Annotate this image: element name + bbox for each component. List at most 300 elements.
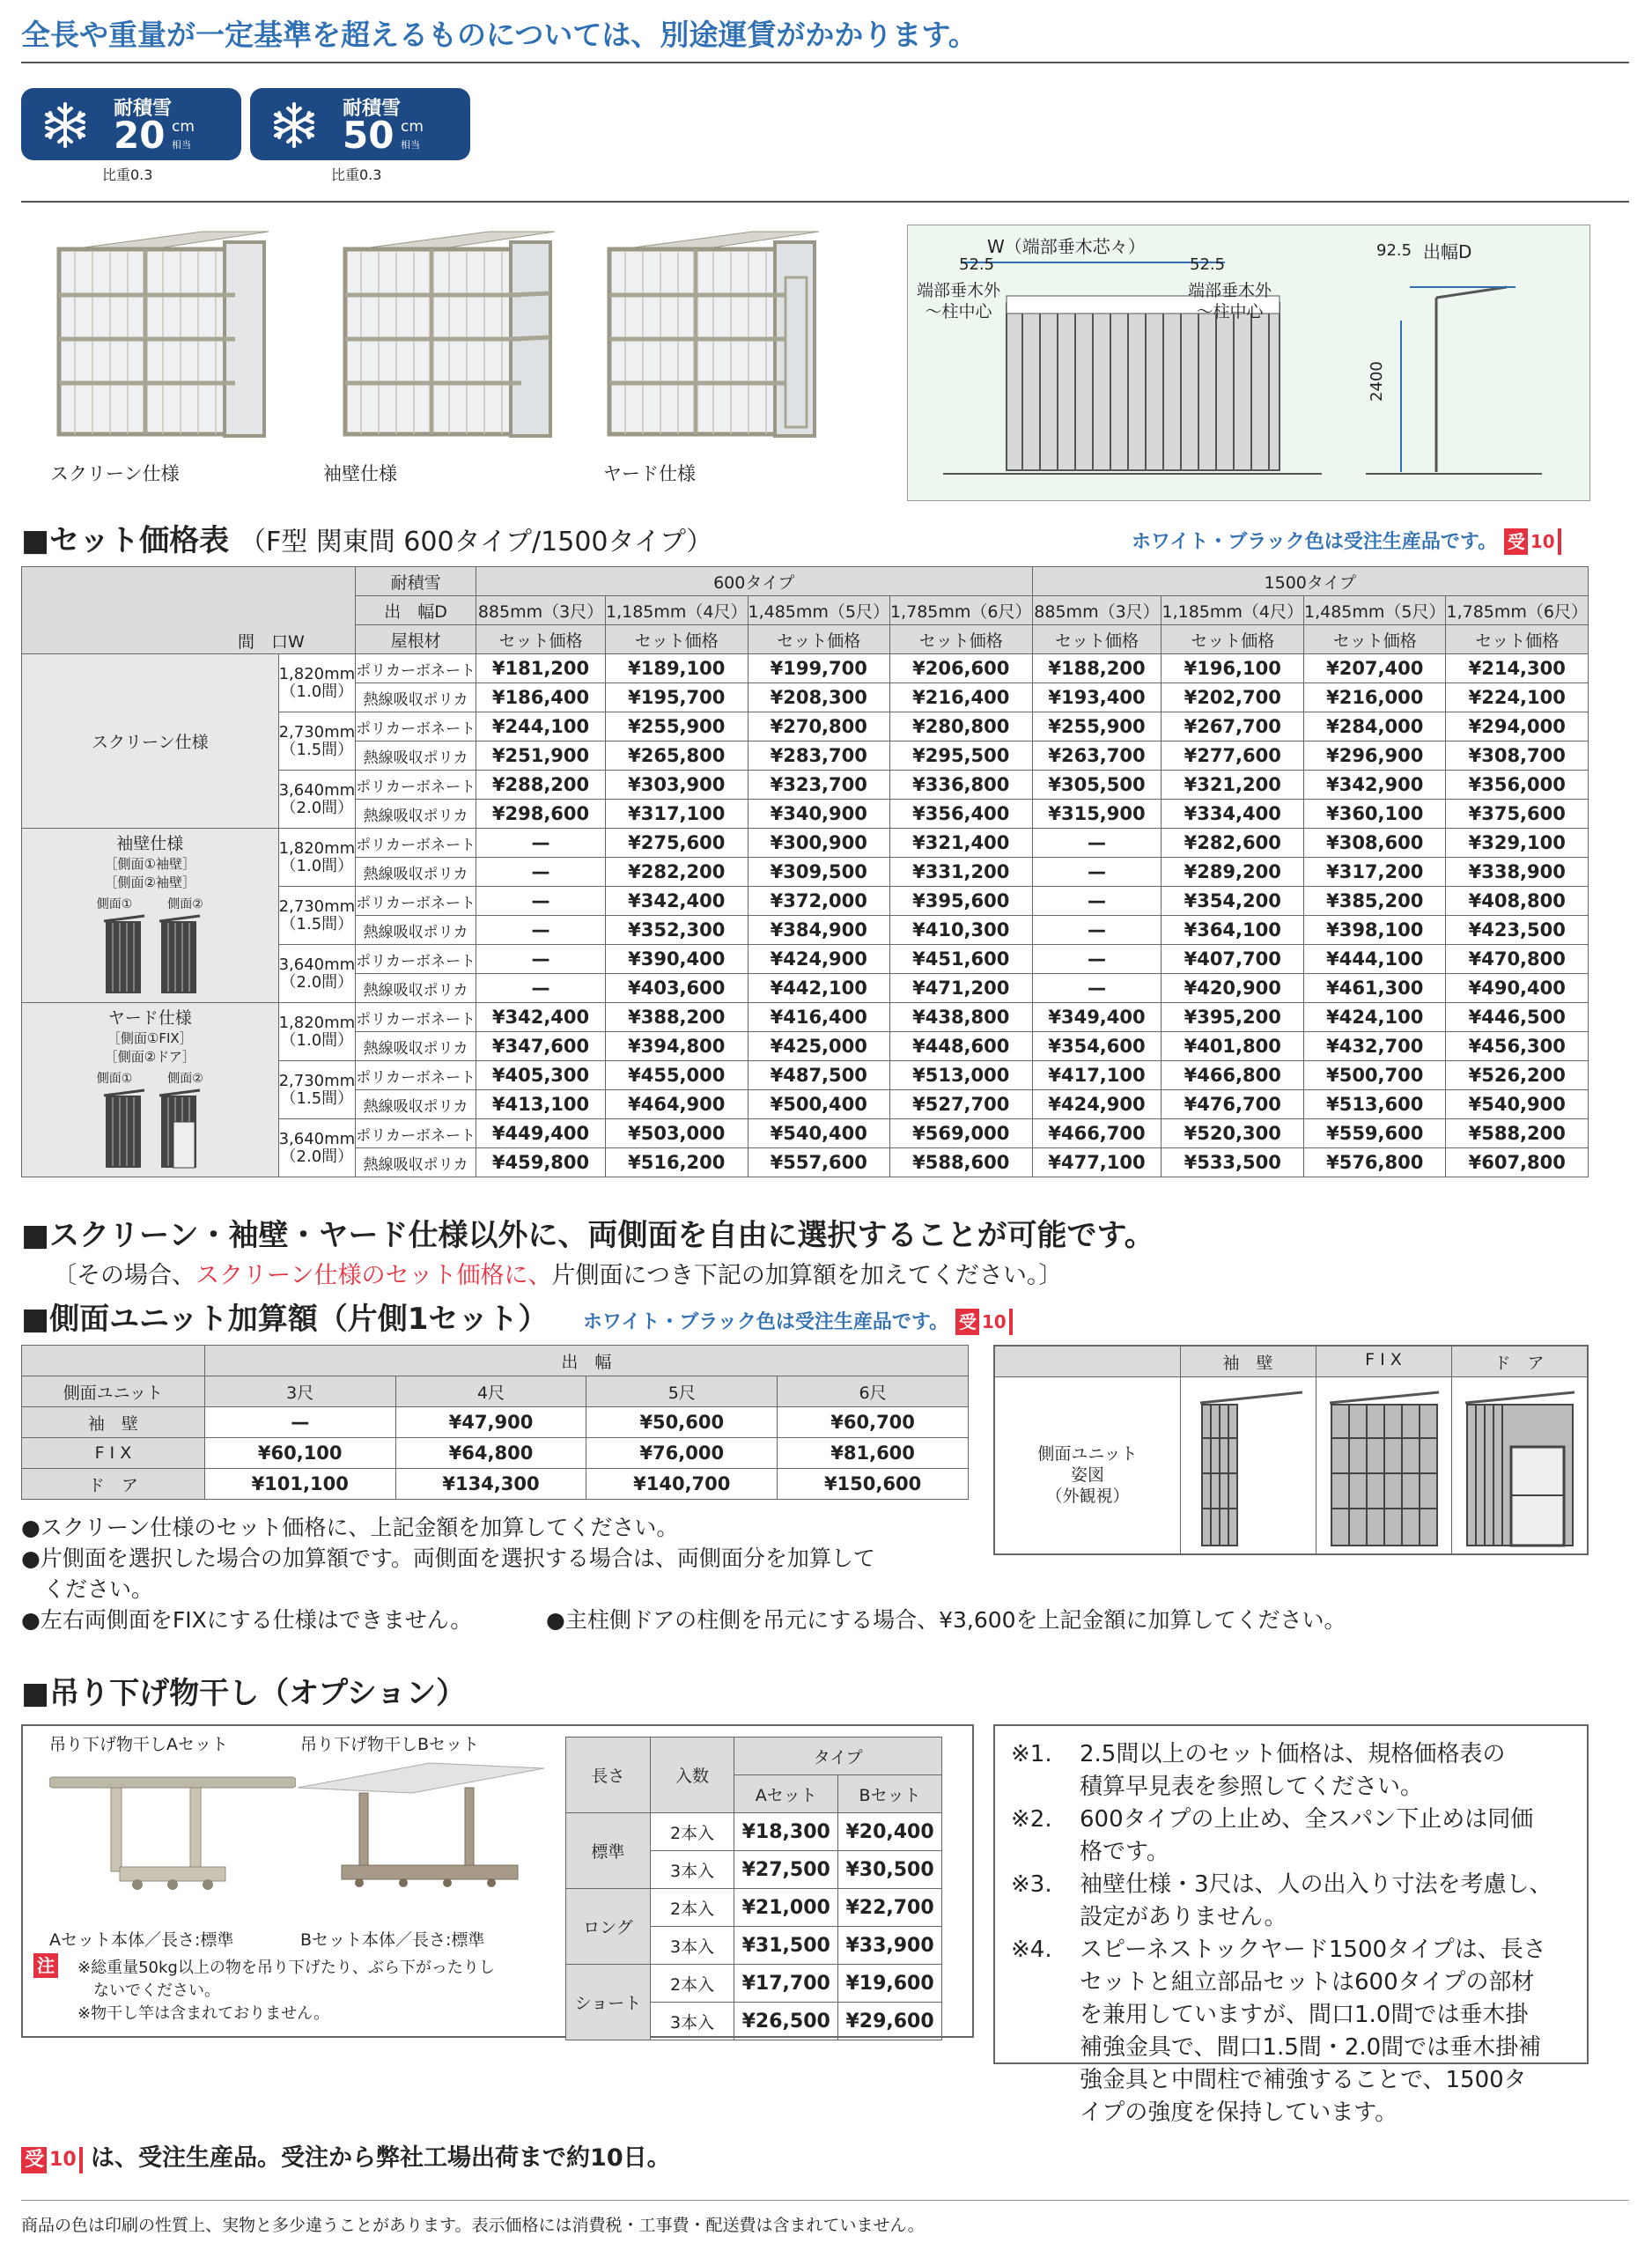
price-cell: ¥288,200 [476,771,606,800]
wing-wall-spec-image [335,225,555,445]
made-to-order-badge: 受 10 [1504,528,1561,555]
header-snow: 耐積雪 [356,567,476,596]
table-row [22,1438,969,1469]
price-cell: ¥442,100 [748,974,890,1003]
roof-material: ポリカーボネート [356,829,476,858]
header-depth: 出 幅 [204,1346,968,1376]
price-cell: ¥255,900 [1032,712,1162,742]
roof-material: ポリカーボネート [356,712,476,742]
price-cell: ¥466,800 [1162,1061,1304,1090]
price-cell: ¥559,600 [1303,1119,1446,1148]
notes-box [993,1724,1589,2126]
price-cell: ¥448,600 [890,1032,1033,1061]
price-cell: ¥282,200 [606,858,749,887]
price-cell: ¥329,100 [1446,829,1589,858]
price-cell: ¥255,900 [606,712,749,742]
roof-material: ポリカーボネート [356,1003,476,1032]
price-cell: ¥410,300 [890,916,1033,945]
option-box: 吊り下げ物干しAセット 吊り下げ物干しBセット Aセット本体／長さ:標準 Bセット本体／長さ:標準 注 ※総重量50kg以上の物を吊り下げたり、ぶら下がったりし ないでください。 ※物干し竿は含まれておりません。 [21,1724,974,2038]
price-cell: ¥81,600 [778,1438,969,1469]
width-cell: 3,640mm （2.0間） [278,945,356,1003]
price-cell: ¥417,100 [1032,1061,1162,1090]
price-cell: ¥407,700 [1162,945,1304,974]
price-cell: ¥360,100 [1303,800,1446,829]
price-cell: ¥21,000 [734,1889,838,1927]
note-item: ※1. 2.5間以上のセット価格は、規格価格表の 積算早見表を参照してください。 [1011,1741,1506,1800]
price-cell: ¥317,200 [1303,858,1446,887]
header-set-price: セット価格 [1162,625,1304,654]
header-depth-col: 1,785mm（6尺） [1446,596,1589,625]
shipping-note: 全長や重量が一定基準を超えるものについては、別途運賃がかかります。 [21,18,977,52]
price-cell: ¥403,600 [606,974,749,1003]
price-cell: ¥251,900 [476,742,606,771]
set-price-title: ■セット価格表 （F型 関東間 600タイプ/1500タイプ） [21,523,713,558]
price-cell: ¥459,800 [476,1148,606,1177]
price-cell: ¥540,400 [748,1119,890,1148]
header-qty: 入数 [650,1738,734,1813]
price-cell: ¥401,800 [1162,1032,1304,1061]
price-cell: ¥607,800 [1446,1148,1589,1177]
price-cell: ¥413,100 [476,1090,606,1119]
price-cell: ¥336,800 [890,771,1033,800]
roof-material: ポリカーボネート [356,771,476,800]
price-cell: ¥455,000 [606,1061,749,1090]
price-cell: — [476,887,606,916]
snow-load-badge-20: 耐積雪 20 cm 相当 [21,88,241,160]
side-unit-table [21,1345,969,1500]
table-row [22,654,1589,683]
price-cell: ¥140,700 [586,1469,778,1500]
qty-cell: 2本入 [650,1813,734,1851]
price-cell: ¥206,600 [890,654,1033,683]
made-to-order-badge: 受 10 [955,1309,1013,1335]
qty-cell: 2本入 [650,1965,734,2003]
header-set-price: セット価格 [606,625,749,654]
header-a-set: Aセット [734,1775,838,1813]
price-cell: — [476,974,606,1003]
price-cell: ¥356,400 [890,800,1033,829]
price-cell: — [476,945,606,974]
snowflake-icon [41,100,90,150]
price-cell: ¥513,600 [1303,1090,1446,1119]
price-cell: ¥294,000 [1446,712,1589,742]
price-cell: ¥284,000 [1303,712,1446,742]
price-cell: ¥277,600 [1162,742,1304,771]
price-cell: ¥101,100 [204,1469,395,1500]
price-cell: ¥461,300 [1303,974,1446,1003]
door-figure [1458,1385,1582,1548]
price-cell: ¥22,700 [838,1889,942,1927]
price-cell: ¥334,400 [1162,800,1304,829]
price-cell: ¥354,600 [1032,1032,1162,1061]
price-cell: ¥356,000 [1446,771,1589,800]
price-cell: ¥540,900 [1446,1090,1589,1119]
price-cell: — [1032,974,1162,1003]
price-cell: ¥424,100 [1303,1003,1446,1032]
price-cell: ¥214,300 [1446,654,1589,683]
price-cell: ¥408,800 [1446,887,1589,916]
price-cell: ¥444,100 [1303,945,1446,974]
price-cell: ¥424,900 [1032,1090,1162,1119]
price-cell: ¥476,700 [1162,1090,1304,1119]
price-cell: ¥395,600 [890,887,1033,916]
width-cell: 2,730mm （1.5間） [278,1061,356,1119]
header-depth-col: 1,185mm（4尺） [606,596,749,625]
roof-material: 熱線吸収ポリカ [356,1090,476,1119]
width-cell: 1,820mm （1.0間） [278,1003,356,1061]
price-cell: ¥76,000 [586,1438,778,1469]
price-cell: ¥309,500 [748,858,890,887]
width-cell: 2,730mm （1.5間） [278,712,356,771]
price-cell: ¥300,900 [748,829,890,858]
price-cell: ¥265,800 [606,742,749,771]
table-row [22,1003,1589,1032]
roof-material: 熱線吸収ポリカ [356,1148,476,1177]
price-cell: ¥342,400 [606,887,749,916]
price-cell: ¥456,300 [1446,1032,1589,1061]
price-cell: ¥342,400 [476,1003,606,1032]
price-cell: ¥216,000 [1303,683,1446,712]
made-to-order-note: ホワイト・ブラック色は受注生産品です。 受 10 [1132,527,1561,555]
price-cell: ¥280,800 [890,712,1033,742]
price-cell: ¥432,700 [1303,1032,1446,1061]
wing-wall-figure [1193,1385,1308,1548]
header-length: 長さ [566,1738,651,1813]
spec-group-label: ヤード仕様 ［側面①FIX］ ［側面②ドア］ 側面① 側面② [22,1003,279,1177]
roof-material: 熱線吸収ポリカ [356,683,476,712]
price-cell: ¥526,200 [1446,1061,1589,1090]
spec-side-figure [84,1087,216,1170]
divider [21,2200,1629,2201]
header-depth-col: 1,785mm（6尺） [890,596,1033,625]
price-cell: ¥576,800 [1303,1148,1446,1177]
price-cell: ¥30,500 [838,1851,942,1889]
price-cell: ¥331,200 [890,858,1033,887]
price-cell: ¥181,200 [476,654,606,683]
price-cell: ¥19,600 [838,1965,942,2003]
price-cell: ¥50,600 [586,1407,778,1438]
header-set-price: セット価格 [1032,625,1162,654]
price-cell: ¥196,100 [1162,654,1304,683]
price-cell: ¥423,500 [1446,916,1589,945]
price-cell: ¥317,100 [606,800,749,829]
yard-spec-image [599,225,819,445]
price-cell: ¥207,400 [1303,654,1446,683]
price-cell: ¥295,500 [890,742,1033,771]
price-cell: ¥487,500 [748,1061,890,1090]
price-cell: — [1032,916,1162,945]
price-cell: ¥263,700 [1032,742,1162,771]
price-cell: ¥557,600 [748,1148,890,1177]
header-set-price: セット価格 [890,625,1033,654]
width-cell: 3,640mm （2.0間） [278,1119,356,1177]
price-cell: ¥18,300 [734,1813,838,1851]
note-item: ※2. 600タイプの上止め、全スパン下止めは同価 格です。 [1011,1806,1534,1865]
side-unit-note: ●スクリーン仕様のセット価格に、上記金額を加算してください。 [21,1515,679,1540]
side-unit-figure: 袖 壁 F I X ド ア 側面ユニット 姿図 （外観視） [993,1345,1589,1555]
price-cell: ¥516,200 [606,1148,749,1177]
price-cell: ¥134,300 [395,1469,586,1500]
roof-material: 熱線吸収ポリカ [356,742,476,771]
price-cell: ¥424,900 [748,945,890,974]
price-cell: ¥449,400 [476,1119,606,1148]
price-cell: ¥425,000 [748,1032,890,1061]
price-cell: — [1032,829,1162,858]
divider [21,201,1629,203]
qty-cell: 3本入 [650,1927,734,1965]
price-cell: ¥202,700 [1162,683,1304,712]
price-cell: ¥267,700 [1162,712,1304,742]
price-cell: — [476,829,606,858]
price-cell: ¥186,400 [476,683,606,712]
price-cell: ¥385,200 [1303,887,1446,916]
price-cell: — [204,1407,395,1438]
price-cell: ¥323,700 [748,771,890,800]
price-cell: ¥29,600 [838,2003,942,2040]
option-price-table [565,1737,942,2040]
price-cell: ¥60,100 [204,1438,395,1469]
price-cell: ¥569,000 [890,1119,1033,1148]
roof-material: 熱線吸収ポリカ [356,1032,476,1061]
price-cell: ¥60,700 [778,1407,969,1438]
dimension-diagram: W（端部垂木芯々） 52.5 52.5 端部垂木外 〜柱中心 端部垂木外 〜柱中心 92.5 出幅D 2400 [907,225,1590,501]
caution-text: ※総重量50kg以上の物を吊り下げたり、ぶら下がったりし ないでください。 ※物干し竿は含まれておりません。 [77,1959,495,2023]
free-select-title: ■スクリーン・袖壁・ヤード仕様以外に、両側面を自由に選択することが可能です。 [21,1218,1154,1253]
price-cell: — [1032,858,1162,887]
roof-material: ポリカーボネート [356,654,476,683]
side-unit-note: ●左右両側面をFIXにする仕様はできません。 [21,1607,473,1633]
price-cell: ¥195,700 [606,683,749,712]
header-depth: 出 幅D [356,596,476,625]
header-type-600: 600タイプ [476,567,1032,596]
header-set-price: セット価格 [1303,625,1446,654]
price-cell: ¥500,400 [748,1090,890,1119]
table-row [566,1965,942,2003]
width-cell: 1,820mm （1.0間） [278,829,356,887]
free-select-subtitle: 〔その場合、スクリーン仕様のセット価格に、片側面につき下記の加算額を加えてください。〕 [53,1262,1063,1289]
fix-figure [1323,1385,1446,1548]
roof-material: 熱線吸収ポリカ [356,974,476,1003]
unit-name: F I X [22,1438,205,1469]
price-cell: ¥338,900 [1446,858,1589,887]
hanger-b-image [298,1761,544,1893]
price-cell: ¥375,600 [1446,800,1589,829]
price-cell: ¥189,100 [606,654,749,683]
header-type: タイプ [734,1738,942,1775]
price-cell: ¥20,400 [838,1813,942,1851]
roof-material: ポリカーボネート [356,1061,476,1090]
price-cell: ¥533,500 [1162,1148,1304,1177]
price-cell: ¥283,700 [748,742,890,771]
price-cell: ¥398,100 [1303,916,1446,945]
caution-mark: 注 [33,1953,58,1978]
price-cell: ¥315,900 [1032,800,1162,829]
width-cell: 3,640mm （2.0間） [278,771,356,829]
header-roof: 屋根材 [356,625,476,654]
price-cell: — [476,858,606,887]
spec-group-label: スクリーン仕様 [22,654,279,829]
price-cell: ¥416,400 [748,1003,890,1032]
price-cell: ¥420,900 [1162,974,1304,1003]
price-cell: ¥464,900 [606,1090,749,1119]
price-cell: ¥384,900 [748,916,890,945]
unit-name: ド ア [22,1469,205,1500]
price-cell: ¥405,300 [476,1061,606,1090]
price-cell: ¥342,900 [1303,771,1446,800]
unit-name: 袖 壁 [22,1407,205,1438]
price-cell: ¥451,600 [890,945,1033,974]
disclaimer: 商品の色は印刷の性質上、実物と多少違うことがあります。表示価格には消費税・工事費・配送費は含まれていません。 [21,2216,925,2235]
snow-load-badge-50: 耐積雪 50 cm 相当 [250,88,470,160]
header-depth-col: 1,185mm（4尺） [1162,596,1304,625]
price-cell: ¥372,000 [748,887,890,916]
screen-spec-image [48,225,269,445]
price-cell: ¥349,400 [1032,1003,1162,1032]
price-cell: ¥199,700 [748,654,890,683]
price-cell: ¥150,600 [778,1469,969,1500]
price-cell: ¥289,200 [1162,858,1304,887]
note-item: ※4. スピーネストックヤード1500タイプは、長さ セットと組立部品セットは600タイプの部材 を兼用していますが、間口1.0間では垂木掛 補強金具で、間口1.5間・2.0間では垂木掛補 強金具と中間柱で補強することで、1500タ イプの強度を保持しています。 [1011,1937,1546,2126]
length-cell: 標準 [566,1813,651,1889]
header-depth-col: 885mm（3尺） [476,596,606,625]
price-cell: ¥216,400 [890,683,1033,712]
header-depth-col: 1,485mm（5尺） [748,596,890,625]
spec-group-label: 袖壁仕様 ［側面①袖壁］ ［側面②袖壁］ 側面① 側面② [22,829,279,1003]
divider [21,62,1629,63]
qty-cell: 3本入 [650,2003,734,2040]
price-cell: ¥270,800 [748,712,890,742]
made-to-order-badge: 受 10 [21,2147,83,2173]
side-unit-note: ●主柱側ドアの柱側を吊元にする場合、¥3,600を上記金額に加算してください。 [546,1607,1346,1633]
qty-cell: 2本入 [650,1889,734,1927]
table-row [22,1407,969,1438]
made-to-order-note: ホワイト・ブラック色は受注生産品です。 受 10 [583,1307,1013,1335]
price-cell: ¥395,200 [1162,1003,1304,1032]
price-cell: ¥438,800 [890,1003,1033,1032]
header-depth-col: 3尺 [204,1376,395,1407]
header-width: 間 口W [238,632,305,652]
price-cell: ¥64,800 [395,1438,586,1469]
price-cell: ¥490,400 [1446,974,1589,1003]
price-cell: ¥188,200 [1032,654,1162,683]
price-cell: ¥308,700 [1446,742,1589,771]
price-cell: ¥17,700 [734,1965,838,2003]
note-item: ※3. 袖壁仕様・3尺は、人の出入り寸法を考慮し、 設定がありません。 [1011,1871,1552,1930]
price-cell: ¥26,500 [734,2003,838,2040]
price-cell: ¥321,400 [890,829,1033,858]
price-cell: ¥296,900 [1303,742,1446,771]
price-cell: ¥347,600 [476,1032,606,1061]
price-cell: ¥340,900 [748,800,890,829]
header-type-1500: 1500タイプ [1032,567,1589,596]
header-set-price: セット価格 [748,625,890,654]
header-depth-col: 885mm（3尺） [1032,596,1162,625]
price-cell: ¥394,800 [606,1032,749,1061]
table-row [22,1469,969,1500]
side-unit-note: ●片側面を選択した場合の加算額です。両側面を選択する場合は、両側面分を加算して [21,1546,875,1571]
price-cell: ¥527,700 [890,1090,1033,1119]
price-cell: ¥224,100 [1446,683,1589,712]
product-caption: 袖壁仕様 [323,463,397,484]
price-cell: ¥308,600 [1303,829,1446,858]
price-cell: ¥390,400 [606,945,749,974]
length-cell: ロング [566,1889,651,1965]
price-cell: ¥298,600 [476,800,606,829]
roof-material: ポリカーボネート [356,887,476,916]
header-set-price: セット価格 [476,625,606,654]
side-unit-title: ■側面ユニット加算額（片側1セット） [21,1302,549,1337]
length-cell: ショート [566,1965,651,2040]
price-cell: ¥513,000 [890,1061,1033,1090]
table-row [566,1813,942,1851]
price-cell: ¥470,800 [1446,945,1589,974]
set-price-table [21,566,1589,1177]
price-cell: ¥388,200 [606,1003,749,1032]
header-depth-col: 6尺 [778,1376,969,1407]
spec-side-figure [84,912,216,996]
price-cell: ¥208,300 [748,683,890,712]
table-row [566,1889,942,1927]
price-cell: ¥471,200 [890,974,1033,1003]
price-cell: ¥588,200 [1446,1119,1589,1148]
price-cell: ¥503,000 [606,1119,749,1148]
price-cell: ¥588,600 [890,1148,1033,1177]
roof-material: 熱線吸収ポリカ [356,858,476,887]
product-caption: ヤード仕様 [603,463,696,484]
price-cell: ¥477,100 [1032,1148,1162,1177]
price-cell: ¥275,600 [606,829,749,858]
price-cell: ¥466,700 [1032,1119,1162,1148]
option-title: ■吊り下げ物干し（オプション） [21,1676,467,1711]
price-cell: ¥446,500 [1446,1003,1589,1032]
price-cell: ¥364,100 [1162,916,1304,945]
price-cell: ¥303,900 [606,771,749,800]
price-cell: — [1032,887,1162,916]
header-unit: 側面ユニット [22,1376,205,1407]
table-row [22,829,1589,858]
roof-material: 熱線吸収ポリカ [356,800,476,829]
price-cell: ¥354,200 [1162,887,1304,916]
qty-cell: 3本入 [650,1851,734,1889]
price-cell: ¥305,500 [1032,771,1162,800]
side-unit-note: ください。 [21,1576,154,1602]
roof-material: ポリカーボネート [356,945,476,974]
roof-material: 熱線吸収ポリカ [356,916,476,945]
header-depth-col: 5尺 [586,1376,778,1407]
price-cell: ¥244,100 [476,712,606,742]
price-cell: ¥321,200 [1162,771,1304,800]
price-cell: — [1032,945,1162,974]
gravity-note: 比重0.3 [331,166,382,183]
width-cell: 1,820mm （1.0間） [278,654,356,712]
price-cell: ¥520,300 [1162,1119,1304,1148]
price-cell: ¥47,900 [395,1407,586,1438]
product-caption: スクリーン仕様 [50,463,180,484]
header-depth-col: 1,485mm（5尺） [1303,596,1446,625]
price-cell: ¥27,500 [734,1851,838,1889]
price-cell: ¥500,700 [1303,1061,1446,1090]
order-footer: 受 10 は、受注生産品。受注から弊社工場出荷まで約10日。 [21,2138,671,2173]
snowflake-icon [269,100,319,150]
gravity-note: 比重0.3 [102,166,153,183]
price-cell: ¥282,600 [1162,829,1304,858]
header-set-price: セット価格 [1446,625,1589,654]
price-cell: ¥33,900 [838,1927,942,1965]
price-cell: ¥31,500 [734,1927,838,1965]
price-cell: — [476,916,606,945]
header-b-set: Bセット [838,1775,942,1813]
hanger-a-image [49,1761,296,1893]
